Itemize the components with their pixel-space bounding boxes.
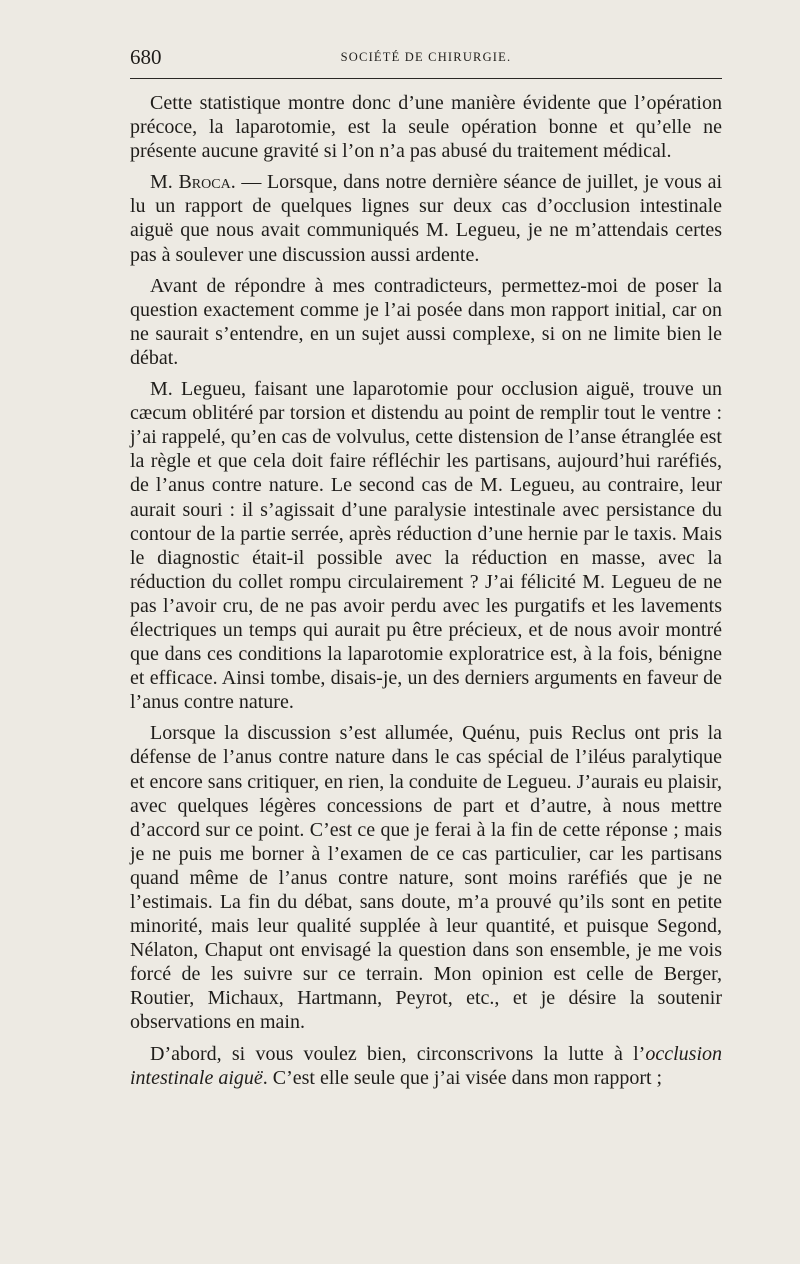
speaker-separator: . —	[230, 171, 267, 194]
page-header	[130, 44, 722, 70]
paragraph-6-start: D’abord, si vous voulez bien, circonscrivons la lutte à l’	[150, 1042, 646, 1065]
paragraph-6	[130, 1042, 722, 1090]
paragraph-3: Avant de répondre à mes contradicteurs, permettez-moi de poser la question exactement comme je l’ai posée dans mon rapport initial, car on ne saurait s’entendre, en un sujet aussi complexe, si on ne limite bien le débat.	[130, 274, 722, 369]
speaker-name: Broca	[178, 171, 231, 194]
paragraph-4: M. Legueu, faisant une laparotomie pour occlusion aiguë, trouve un cæcum oblitéré par torsion et distendu au point de remplir tout le ventre : j’ai rappelé, qu’en cas de volvulus, cette distension de l’anse étranglée est la règle et que cela doit faire réfléchir les partisans, aujourd’hui raréfiés, de l’anus contre nature. Le second cas de M. Legueu, au contraire, leur aurait souri : il s’agissait d’une paralysie intestinale avec persistance du contour de la partie serrée, après réduction d’une hernie par le taxis. Mais le diagnostic était-il possible avec la réduction en masse, avec la réduction du collet rompu circulairement ? J’ai félicité M. Legueu de ne pas l’avoir cru, de ne pas avoir perdu avec les purgatifs et les lavements électriques un temps qui aurait pu être précieux, et de nous avoir montré que dans ces conditions la laparotomie exploratrice est, à la fois, bénigne et efficace. Ainsi tombe, disais-je, un des derniers arguments en faveur de l’anus contre nature.	[130, 378, 722, 714]
paragraph-1: Cette statistique montre donc d’une manière évidente que l’opération précoce, la laparotomie, est la seule opération bonne et qu’elle ne présente aucune gravité si l’on n’a pas abusé du traitement médical.	[130, 92, 722, 163]
paragraph-2-text: Lorsque, dans notre dernière séance de juillet, je vous ai lu un rapport de quelques lignes sur deux cas d’occlusion intestinale aiguë que nous avait communiqués M. Legueu, je ne m’attendais certes pas à soulever une discussion aussi ardente.	[130, 171, 723, 266]
paragraph-2	[130, 170, 722, 266]
paragraph-6-end: . C’est elle seule que j’ai visée dans mon rapport ;	[262, 1066, 663, 1089]
body-text	[130, 91, 722, 1097]
italic-term: occlusion intestinale aiguë	[130, 1042, 722, 1089]
header-rule	[130, 78, 722, 79]
paragraph-5: Lorsque la discussion s’est allumée, Quénu, puis Reclus ont pris la défense de l’anus contre nature dans le cas spécial de l’iléus paralytique et encore sans critiquer, en rien, la conduite de Legueu. J’aurais eu plaisir, avec quelques légères concessions de part et d’autre, à nous mettre d’accord sur ce point. C’est ce que je ferai à la fin de cette réponse ; mais je ne puis me borner à l’examen de ce cas particulier, car les partisans quand même de l’anus contre nature, sont moins raréfiés que je ne l’estimais. La fin du débat, sans doute, m’a prouvé qu’ils sont en petite minorité, mais leur qualité supplée à leur quantité, et puisque Segond, Nélaton, Chaput ont envisagé la question dans son ensemble, je me vois forcé de les suivre sur ce terrain. Mon opinion est celle de Berger, Routier, Michaux, Hartmann, Peyrot, etc., et je désire la soutenir observations en main.	[130, 722, 722, 1034]
running-head: SOCIÉTÉ DE CHIRURGIE.	[340, 50, 512, 64]
speaker-prefix: M.	[150, 171, 179, 194]
page-number: 680	[130, 45, 162, 69]
